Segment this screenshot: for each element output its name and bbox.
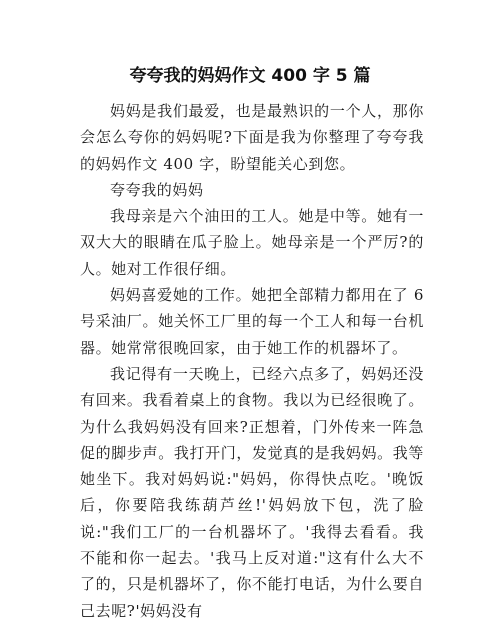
paragraph: 我记得有一天晚上，已经六点多了，妈妈还没有回来。我看着桌上的食物。我以为已经很晚了。为什么我妈妈没有回来?正想着，门外传来一阵急促的脚步声。我打开门，发觉真的是我妈妈。我等她坐下。我对妈妈说:"妈妈，你得快点吃。'晚饭后，你要陪我练葫芦丝!'妈妈放下包，洗了脸说:"我们工厂的一台机器坏了。'我得去看看。我不能和你一起去。'我马上反对道:"这有什么大不了的，只是机器坏了，你不能打电话，为什么要自己去呢?'妈妈没有 [80,364,424,620]
document-body [80,98,424,624]
section-heading: 夸夸我的妈妈 [110,180,204,199]
paragraph: 我母亲是六个油田的工人。她是中等。她有一双大大的眼睛在瓜子脸上。她母亲是一个严厉?的人。她对工作很仔细。 [80,207,424,278]
document-title: 夸夸我的妈妈作文 400 字 5 篇 [129,66,371,86]
paragraph: 妈妈喜爱她的工作。她把全部精力都用在了 6 号采油厂。她关怀工厂里的每一个工人和每一台机器。她常常很晚回家，由于她工作的机器坏了。 [80,286,424,357]
paragraph-intro: 妈妈是我们最爱，也是最熟识的一个人，那你会怎么夸你的妈妈呢?下面是我为你整理了夸夸我的妈妈作文 400 字，盼望能关心到您。 [80,102,424,173]
